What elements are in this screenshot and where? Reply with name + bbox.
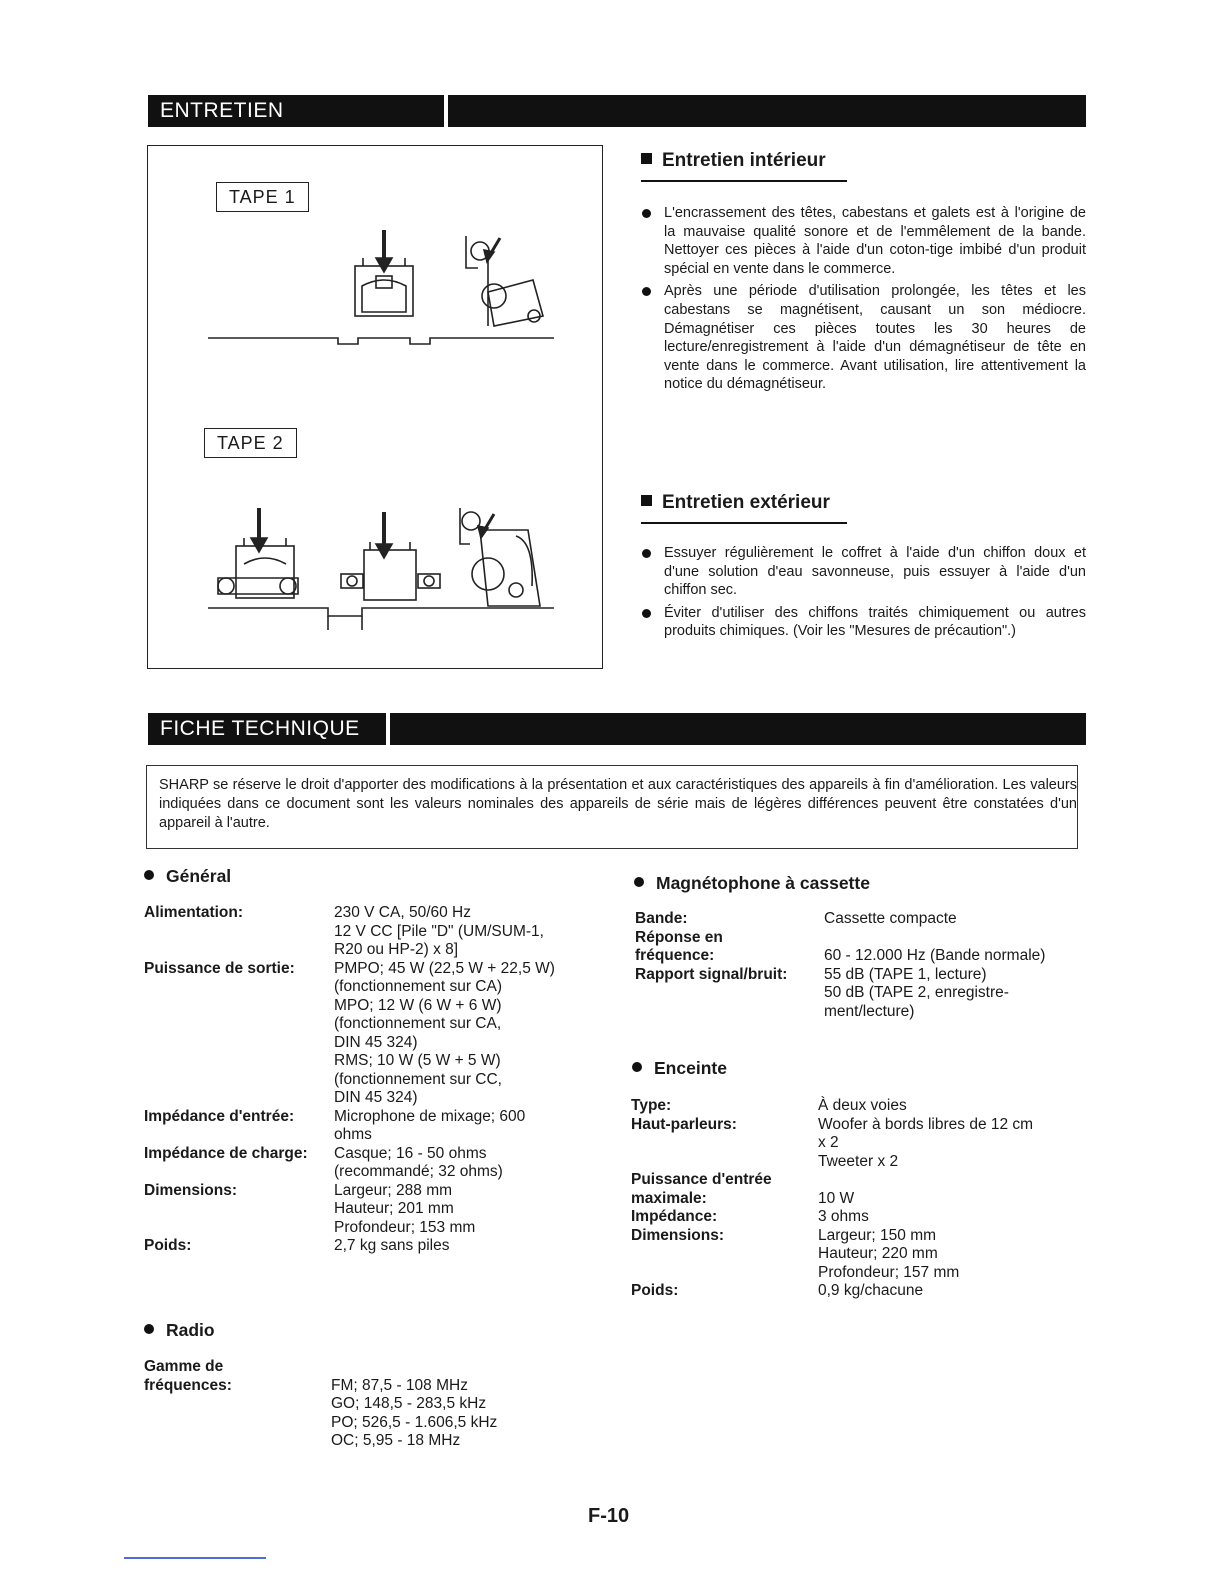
spec-value: 60 - 12.000 Hz (Bande normale) [824, 947, 1046, 964]
spec-value: OC; 5,95 - 18 MHz [331, 1432, 461, 1449]
spec-value: 12 V CC [Pile "D" (UM/SUM-1, [334, 922, 544, 940]
radio-heading: Radio [144, 1320, 215, 1341]
spec-value: Cassette compacte [824, 910, 957, 927]
spec-value: (fonctionnement sur CA, [334, 1015, 502, 1032]
spec-label: Alimentation: [144, 904, 244, 921]
spec-label: Haut-parleurs: [631, 1115, 737, 1133]
spec-label: Rapport signal/bruit: [635, 965, 788, 983]
exterieur-heading: Entretien extérieur [641, 492, 830, 514]
spec-label: maximale: [631, 1189, 707, 1207]
exterieur-list [640, 544, 1086, 645]
magneto-heading: Magnétophone à cassette [634, 873, 870, 894]
spec-value [818, 1171, 1085, 1190]
interieur-list [640, 204, 1086, 398]
interieur-heading: Entretien intérieur [641, 150, 826, 172]
spec-label: Poids: [144, 1237, 192, 1254]
spec-label: Gamme de [144, 1358, 224, 1375]
spec-label: Bande: [635, 910, 688, 927]
heading-underline [641, 180, 847, 182]
spec-value: PMPO; 45 W (22,5 W + 22,5 W) [334, 959, 555, 977]
spec-label: Dimensions: [144, 1181, 238, 1199]
general-specs [144, 904, 604, 1256]
list-item: Essuyer régulièrement le coffret à l'aide d'un chiffon doux et d'une solution d'eau savonneuse, puis essuyer à l'aide d'un chiffon sec. [640, 544, 1086, 600]
spec-value: MPO; 12 W (6 W + 6 W) [334, 996, 502, 1014]
spec-label: Impédance: [631, 1208, 718, 1225]
spec-value: Tweeter x 2 [818, 1152, 899, 1170]
heading-underline [641, 522, 847, 524]
spec-value: Woofer à bords libres de 12 cm [818, 1115, 1034, 1133]
spec-value: FM; 87,5 - 108 MHz [331, 1376, 468, 1394]
banner-notch [386, 713, 390, 745]
enceinte-heading: Enceinte [632, 1058, 727, 1079]
spec-label: Puissance d'entrée [631, 1171, 772, 1188]
list-item: Après une période d'utilisation prolongée, les têtes et les cabestans se magnétisent, causant un son médiocre. Démagnétiser ces pièces toutes les 30 heures de lecture/enregistrement à l'aide d'un démagnétiseur de tête en vente dans le commerce. Avant utilisation, lire attentivement la notice du démagnétiseur. [640, 282, 1086, 394]
spec-label: Impédance de charge: [144, 1144, 308, 1162]
spec-value: GO; 148,5 - 283,5 kHz [331, 1395, 487, 1412]
notice-box: SHARP se réserve le droit d'apporter des modifications à la présentation et aux caractéristiques des appareils à fin d'amélioration. Les valeurs indiquées dans ce document sont les valeurs nominales des appareils de série mais de légères différences peuvent être constatées d'un appareil à l'autre. [146, 765, 1078, 849]
spec-label: Dimensions: [631, 1226, 725, 1244]
spec-value: 55 dB (TAPE 1, lecture) [824, 965, 987, 983]
spec-value: x 2 [818, 1134, 839, 1151]
spec-label: Poids: [631, 1282, 679, 1299]
general-heading: Général [144, 866, 231, 887]
spec-value: PO; 526,5 - 1.606,5 kHz [331, 1413, 498, 1431]
spec-label: fréquence: [635, 947, 715, 964]
spec-label: Réponse en [635, 928, 723, 946]
square-bullet-icon [641, 153, 652, 164]
spec-value: R20 ou HP-2) x 8] [334, 941, 459, 958]
fiche-technique-title: FICHE TECHNIQUE [160, 717, 360, 740]
spec-value: À deux voies [818, 1097, 907, 1114]
tape-head-diagram [148, 146, 602, 668]
spec-value: DIN 45 324) [334, 1089, 418, 1106]
spec-value: (recommandé; 32 ohms) [334, 1163, 503, 1180]
entretien-banner [148, 95, 1086, 127]
spec-value [824, 929, 1085, 948]
fiche-technique-banner [148, 713, 1086, 745]
spec-value: 3 ohms [818, 1208, 869, 1225]
spec-value: Largeur; 150 mm [818, 1226, 937, 1244]
spec-label: Impédance d'entrée: [144, 1107, 295, 1125]
spec-value: 0,9 kg/chacune [818, 1282, 924, 1299]
spec-value: Hauteur; 220 mm [818, 1245, 938, 1262]
list-item: Éviter d'utiliser des chiffons traités chimiquement ou autres produits chimiques. (Voir les "Mesures de précaution".) [640, 604, 1086, 641]
spec-value: Hauteur; 201 mm [334, 1200, 454, 1217]
spec-value: Profondeur; 157 mm [818, 1263, 960, 1281]
spec-value: Casque; 16 - 50 ohms [334, 1144, 487, 1162]
page-number: F-10 [588, 1505, 630, 1527]
enceinte-specs [631, 1097, 1085, 1301]
spec-value: 230 V CA, 50/60 Hz [334, 904, 471, 921]
spec-value: DIN 45 324) [334, 1033, 418, 1051]
banner-notch [444, 95, 448, 127]
spec-value: Microphone de mixage; 600 [334, 1107, 526, 1125]
spec-label: Puissance de sortie: [144, 959, 295, 977]
tape2-label: TAPE 2 [204, 428, 297, 458]
spec-label: Type: [631, 1097, 672, 1114]
square-bullet-icon [641, 495, 652, 506]
spec-value: 2,7 kg sans piles [334, 1237, 450, 1254]
spec-value: Profondeur; 153 mm [334, 1218, 476, 1236]
tape1-label: TAPE 1 [216, 182, 309, 212]
spec-value: (fonctionnement sur CA) [334, 978, 502, 995]
maintenance-figure [147, 145, 603, 669]
radio-specs [144, 1358, 604, 1451]
spec-value: Largeur; 288 mm [334, 1181, 453, 1199]
spec-value: RMS; 10 W (5 W + 5 W) [334, 1052, 501, 1069]
magneto-specs [635, 910, 1085, 1021]
spec-value: (fonctionnement sur CC, [334, 1070, 502, 1088]
spec-value: 50 dB (TAPE 2, enregistre- [824, 984, 1009, 1001]
spec-value: ment/lecture) [824, 1002, 915, 1020]
spec-value: 10 W [818, 1189, 855, 1207]
spec-value: ohms [334, 1126, 372, 1143]
footer-rule [124, 1557, 266, 1559]
list-item: L'encrassement des têtes, cabestans et galets est à l'origine de la mauvaise qualité sonore et de l'emmêlement de la bande. Nettoyer ces pièces à l'aide d'un coton-tige imbibé d'un produit spécial en vente dans le commerce. [640, 204, 1086, 278]
entretien-title: ENTRETIEN [160, 99, 284, 122]
spec-label: fréquences: [144, 1376, 232, 1394]
